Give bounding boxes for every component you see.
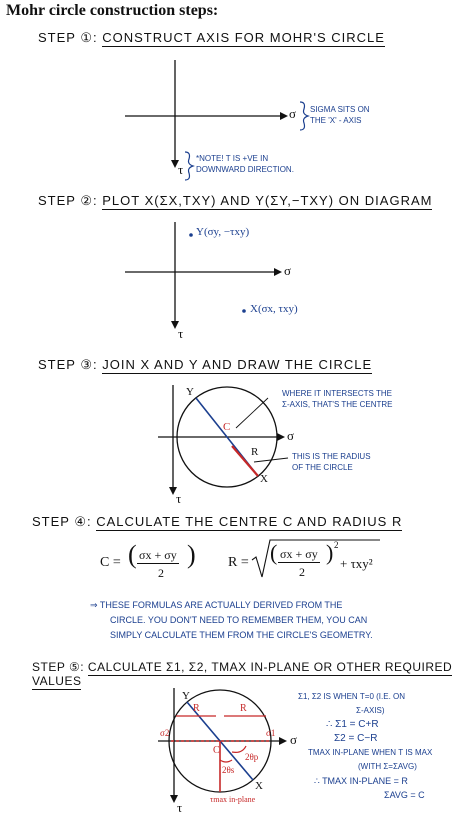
note-line: DOWNWARD DIRECTION. [196, 165, 294, 174]
step-5-label-y: Y [182, 690, 190, 702]
r-formula-paren-close: ) [326, 540, 334, 565]
step-4-label: STEP ④: [32, 514, 92, 529]
step-5-label-r1: R [193, 703, 200, 714]
step-5-label-r2: R [240, 703, 247, 714]
step-2-sigma-label: σ [284, 263, 292, 278]
step-5-2thetap-arc [232, 746, 246, 752]
step-3-text: JOIN X AND Y AND DRAW THE CIRCLE [102, 357, 373, 372]
note-line: THE 'X' - AXIS [310, 116, 362, 125]
step-1-text: CONSTRUCT AXIS FOR MOHR'S CIRCLE [102, 30, 385, 45]
c-formula-lhs: C = [100, 555, 121, 570]
note-line: (WITH Σ=ΣAVG) [358, 762, 417, 771]
step-3-label-x: X [260, 473, 268, 485]
note-line: ∴ Σ1 = C+R [326, 719, 379, 730]
step-5-label: STEP ⑤: [32, 660, 85, 674]
r-formula-denominator: 2 [299, 565, 305, 579]
note-line: SIMPLY CALCULATE THEM FROM THE CIRCLE'S GEOMETRY. [110, 630, 373, 640]
note-line: OF THE CIRCLE [292, 463, 353, 472]
step-5-label-tmax: τmax in-plane [210, 795, 256, 804]
step-5-label-2thetap: 2θp [245, 752, 259, 762]
step-3-label-r: R [251, 446, 259, 458]
note-line: Σ-AXIS, THAT'S THE CENTRE [282, 400, 393, 409]
c-formula-paren-open: ( [128, 540, 137, 569]
note-line: ΤMAX IN-PLANE WHEN Τ IS MAX [308, 748, 433, 757]
step-1-sigma-label: σ [289, 106, 297, 121]
c-formula-numerator: σx + σy [139, 548, 177, 562]
step-2-label: STEP ②: [38, 193, 98, 208]
step-5-sigma-label: σ [290, 732, 298, 747]
r-formula-square: 2 [334, 540, 339, 550]
step-5-sigma-arrowhead [279, 737, 287, 745]
note-line: CIRCLE. YOU DON'T NEED TO REMEMBER THEM, YOU CAN [110, 615, 368, 625]
r-formula-numerator: σx + σy [280, 547, 318, 561]
note-line: Σ1, Σ2 IS WHEN Τ=0 (I.E. ON [298, 692, 406, 701]
step-3-label-y: Y [186, 386, 194, 398]
step-5-label-x: X [255, 780, 263, 792]
step-1-label: STEP ①: [38, 30, 98, 45]
step-3-label-c: C [223, 421, 231, 433]
step-5-notes [298, 690, 432, 802]
step-5-text: CALCULATE Σ1, Σ2, ΤMAX IN-PLANE OR OTHER REQUIRED VALUES [32, 660, 453, 688]
page-title: Mohr circle construction steps: [6, 2, 219, 19]
note-line: ⇒ THESE FORMULAS ARE ACTUALLY DERIVED FROM THE [90, 600, 343, 610]
note-line: *NOTE! Τ IS +VE IN [196, 154, 269, 163]
step-3-label: STEP ③: [38, 357, 98, 372]
step-5-label-c: C [213, 745, 220, 756]
step-2-point-y-label: Y(σy, −τxy) [196, 226, 250, 238]
r-formula-tail: + τxy² [340, 556, 373, 571]
step-3-sigma-label: σ [287, 428, 295, 443]
step-5-tau-label: τ [177, 800, 183, 815]
step-5-label-sigma1: σ1 [266, 728, 276, 738]
step-4-text: CALCULATE THE CENTRE C AND RADIUS R [96, 514, 403, 529]
step-5-label-2thetas: 2θs [222, 765, 235, 775]
r-formula-paren-open: ( [270, 540, 278, 565]
note-line: WHERE IT INTERSECTS THE [282, 389, 392, 398]
step-5-2thetas-arc [220, 760, 232, 762]
step-1-tau-label: τ [178, 162, 184, 177]
r-formula-lhs: R = [228, 555, 249, 570]
step-2-point-x-label: X(σx, τxy) [250, 303, 298, 315]
note-line: THIS IS THE RADIUS [292, 452, 371, 461]
note-line: SIGMA SITS ON [310, 105, 370, 114]
c-formula-paren-close: ) [187, 540, 196, 569]
step-2-tau-label: τ [178, 326, 184, 341]
step-3-tau-label: τ [176, 491, 182, 506]
note-line: Σ2 = C−R [334, 733, 378, 744]
step-5-label-sigma2: σ2 [160, 728, 170, 738]
note-line: ∴ ΤMAX IN-PLANE = R [314, 776, 408, 786]
step-2-text: PLOT X(ΣX,ΤXY) AND Y(ΣY,−ΤXY) ON DIAGRAM [102, 193, 433, 208]
c-formula-denominator: 2 [158, 566, 164, 580]
note-line: Σ-AXIS) [356, 706, 385, 715]
note-line: ΣAVG = C [384, 790, 425, 800]
